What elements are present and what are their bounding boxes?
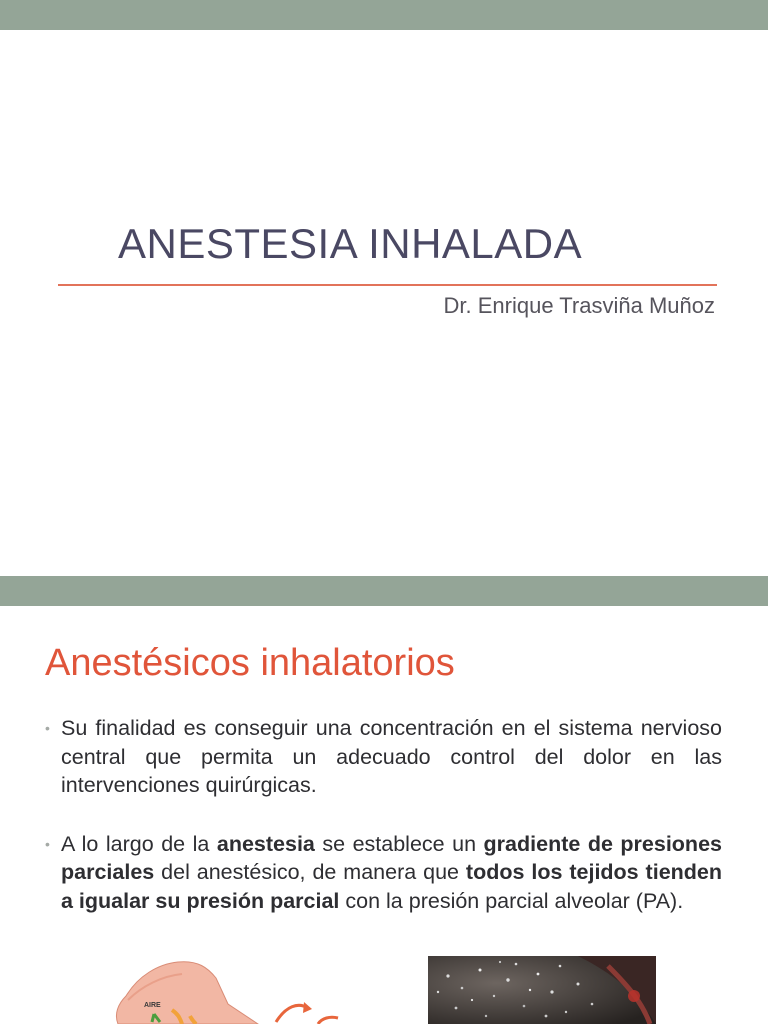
bullet-item [45, 714, 722, 800]
bullet-marker-icon: • [45, 720, 50, 736]
bullet-emphasis: gradiente de presiones parciales [61, 831, 722, 884]
title-divider [58, 284, 717, 286]
author-subtitle: Dr. Enrique Trasviña Muñoz [443, 293, 715, 318]
alveolar-micrograph [428, 956, 656, 1024]
figure-label: AIRE [144, 1002, 161, 1009]
bullet-item [45, 830, 722, 916]
bullet-text-part: del anestésico, de manera que [154, 860, 466, 884]
curved-arrow-icon [276, 1005, 308, 1022]
bullet-emphasis: anestesia [216, 831, 315, 856]
bullet-text-part: A lo largo de la [61, 831, 217, 856]
bullet-list [45, 714, 722, 915]
bullet-text-part: con la presión parcial alveolar (PA). [339, 888, 684, 913]
slide-heading: Anestésicos inhalatorios [45, 642, 455, 684]
bullet-text-part: se establece un [314, 831, 484, 856]
bullet-text: Su finalidad es conseguir una concentración en el sistema nervioso central que permita un adecuado control del dolor en las intervenciones quirúrgicas. [61, 716, 722, 797]
presentation-title: ANESTESIA INHALADA [118, 220, 583, 267]
airway-illustration [108, 956, 378, 1024]
header-band [0, 576, 768, 606]
bullet-marker-icon: • [45, 835, 50, 852]
bullet-emphasis: todos los tejidos tienden a igualar su presión parcial [61, 860, 723, 913]
header-band [0, 0, 768, 30]
content-slide [0, 576, 768, 1024]
